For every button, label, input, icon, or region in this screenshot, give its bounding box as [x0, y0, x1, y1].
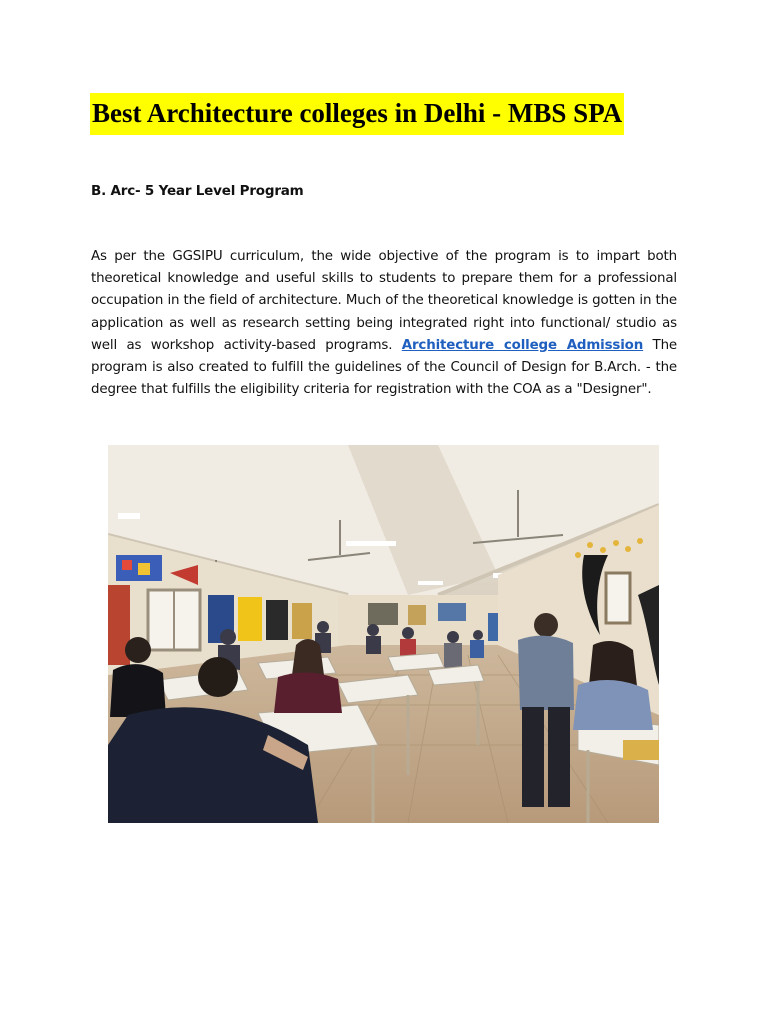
admission-link[interactable]: Architecture college Admission: [401, 337, 644, 353]
body-paragraph: [91, 246, 677, 401]
section-subtitle: B. Arc- 5 Year Level Program: [91, 183, 304, 199]
paragraph-text-before: As per the GGSIPU curriculum, the wide objective of the program is to impart both theoretical knowledge and useful skills to students to prepare them for a professional occupation in the field of architecture. Much of the theoretical knowledge is gotten in the application as well as research setting being integrated right into functional/ studio as well as workshop activity-based programs.: [91, 249, 677, 353]
page-title: Best Architecture colleges in Delhi - MBS SPA: [90, 93, 624, 135]
classroom-photo: [108, 445, 659, 823]
paragraph-text-after: The program is also created to fulfill the guidelines of the Council of Design for B.Arch. - the degree that fulfills the eligibility criteria for registration with the COA as a "Designer".: [91, 337, 678, 398]
